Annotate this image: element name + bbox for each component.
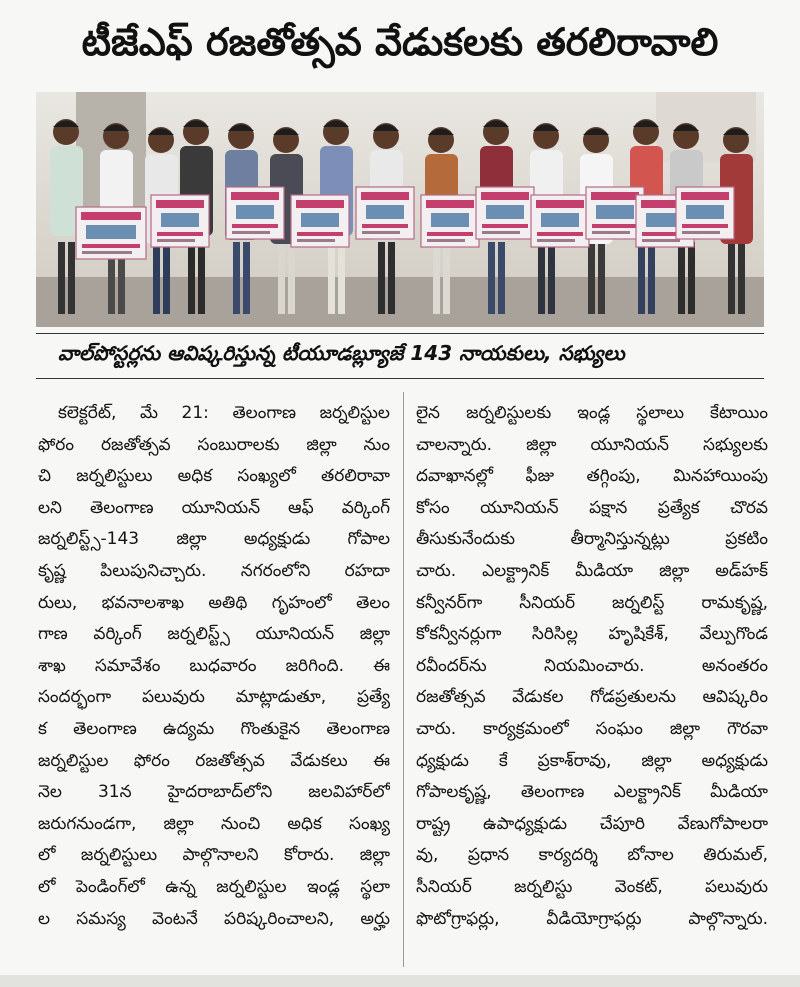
wall-poster: [586, 187, 644, 239]
text-line: జర్నలిస్ట్స్-143 జిల్లా అధ్యక్షుడు గోపాల: [38, 529, 390, 550]
text-line: జర్నలిస్టుల ఫోరం రజతోత్సవ వేడుకలు ఈ: [38, 750, 390, 771]
text-line: ఫొటోగ్రాఫర్లు, వీడియోగ్రాఫర్లు పాల్గొన్నారు.: [416, 908, 768, 929]
text-line: లో జర్నలిస్టులు పాల్గొనాలని కోరారు. జిల్లా: [38, 845, 390, 866]
text-line: చాలన్నారు. జిల్లా యూనియన్ సభ్యులకు: [416, 434, 768, 455]
article-column-left: [38, 398, 390, 970]
text-line: సీనియర్ జర్నలిస్టు వెంకట్, పలువురు: [416, 876, 768, 897]
text-line: లైన జర్నలిస్టులకు ఇండ్ల స్థలాలు కేటాయిం: [416, 403, 768, 423]
text-line: రజతోత్సవ వేడుకల గోడప్రతులను ఆవిష్కరిం: [416, 687, 768, 708]
text-line: లో పెండింగ్‌లో ఉన్న జర్నలిస్టుల ఇండ్ల స్థలా: [38, 876, 390, 897]
column-divider: [403, 392, 404, 967]
article-column-right: [416, 398, 768, 970]
text-line: రవీందర్‌ను నియమించారు. అనంతరం: [416, 655, 768, 676]
text-line: లని తెలంగాణ యూనియన్ ఆఫ్ వర్కింగ్: [38, 497, 390, 518]
text-line: ధ్యక్షుడు కే ప్రకాశ్‌రావు, జిల్లా అధ్యక్షుడు: [416, 750, 768, 771]
text-line: కృష్ణ పిలుపునిచ్చారు. నగరంలోని రహదా: [38, 560, 390, 581]
wall-poster: [291, 195, 349, 247]
text-line: దవాఖానల్లో ఫీజు తగ్గింపు, మినహాయింపు: [416, 466, 768, 487]
text-line: గోపాలకృష్ణ, తెలంగాణ ఎలక్ట్రానిక్ మీడియా: [416, 782, 768, 803]
wall-poster: [356, 187, 414, 239]
text-line: చారు. కార్యక్రమంలో సంఘం జిల్లా గౌరవా: [416, 718, 768, 739]
text-line: గాణ వర్కింగ్ జర్నలిస్ట్స్ యూనియన్ జిల్లా: [38, 624, 390, 645]
headline: టీజేఎఫ్ రజతోత్సవ వేడుకలకు తరలిరావాలి: [81, 20, 719, 64]
text-line: క తెలంగాణ ఉద్యమ గొంతుకైన తెలంగాణ: [38, 718, 390, 739]
text-line: సందర్భంగా పలువురు మాట్లాడుతూ, ప్రత్యే: [38, 687, 390, 708]
page-bottom-edge: [0, 975, 800, 987]
caption-rule-bottom: [36, 378, 764, 379]
text-line: చారు. ఎలక్ట్రానిక్ మీడియా జిల్లా అడ్‌హక్: [416, 560, 768, 581]
text-line: రులు, భవనాలశాఖ అతిథి గృహంలో తెలం: [38, 592, 390, 613]
text-line: రాష్ట్ర ఉపాధ్యక్షుడు చేపూరి వేణుగోపాలరా: [416, 813, 768, 834]
text-line: వు, ప్రధాన కార్యదర్శి బోనాల తిరుమల్,: [416, 845, 768, 866]
caption-rule-top: [36, 333, 764, 334]
text-line: నెల 31న హైదరాబాద్‌లోని జలవిహార్‌లో: [38, 782, 390, 803]
text-line: ఫోరం రజతోత్సవ సంబురాలకు జిల్లా నుం: [38, 434, 390, 455]
wall-poster: [226, 187, 284, 239]
text-line: ల సమస్య వెంటనే పరిష్కరించాలని, అర్హు: [38, 908, 390, 929]
wall-poster: [151, 195, 209, 247]
wall-poster: [531, 195, 589, 247]
wall-poster: [421, 195, 479, 247]
text-line: చి జర్నలిస్టులు అధిక సంఖ్యలో తరలిరావా: [38, 466, 390, 487]
news-photo: [36, 92, 764, 327]
text-line: శాఖ సమావేశం బుధవారం జరిగింది. ఈ: [38, 655, 390, 676]
text-line: జరుగనుండగా, జిల్లా నుంచి అధిక సంఖ్య: [38, 813, 390, 834]
wall-poster: [476, 187, 534, 239]
text-line: కోకన్వీనర్లుగా సిరిసిల్ల హృషికేశ్, వేల్పుగొండ: [416, 624, 768, 645]
text-line: కోసం యూనియన్ పక్షాన ప్రత్యేక చొరవ: [416, 497, 768, 518]
wall-poster: [76, 207, 146, 259]
text-line: తీసుకునేందుకు తీర్మానిస్తున్నట్లు ప్రకటిం: [416, 529, 768, 550]
wall-poster: [676, 187, 734, 239]
text-line: కలెక్టరేట్, మే 21: తెలంగాణ జర్నలిస్టుల: [58, 403, 390, 423]
text-line: కన్వీనర్‌గా సీనియర్ జర్నలిస్ట్ రామకృష్ణ,: [416, 592, 768, 613]
photo-caption: వాల్‌పోస్టర్లను ఆవిష్కరిస్తున్న టీయూడబ్ల్యూజే 143 నాయకులు, సభ్యులు: [58, 340, 625, 365]
